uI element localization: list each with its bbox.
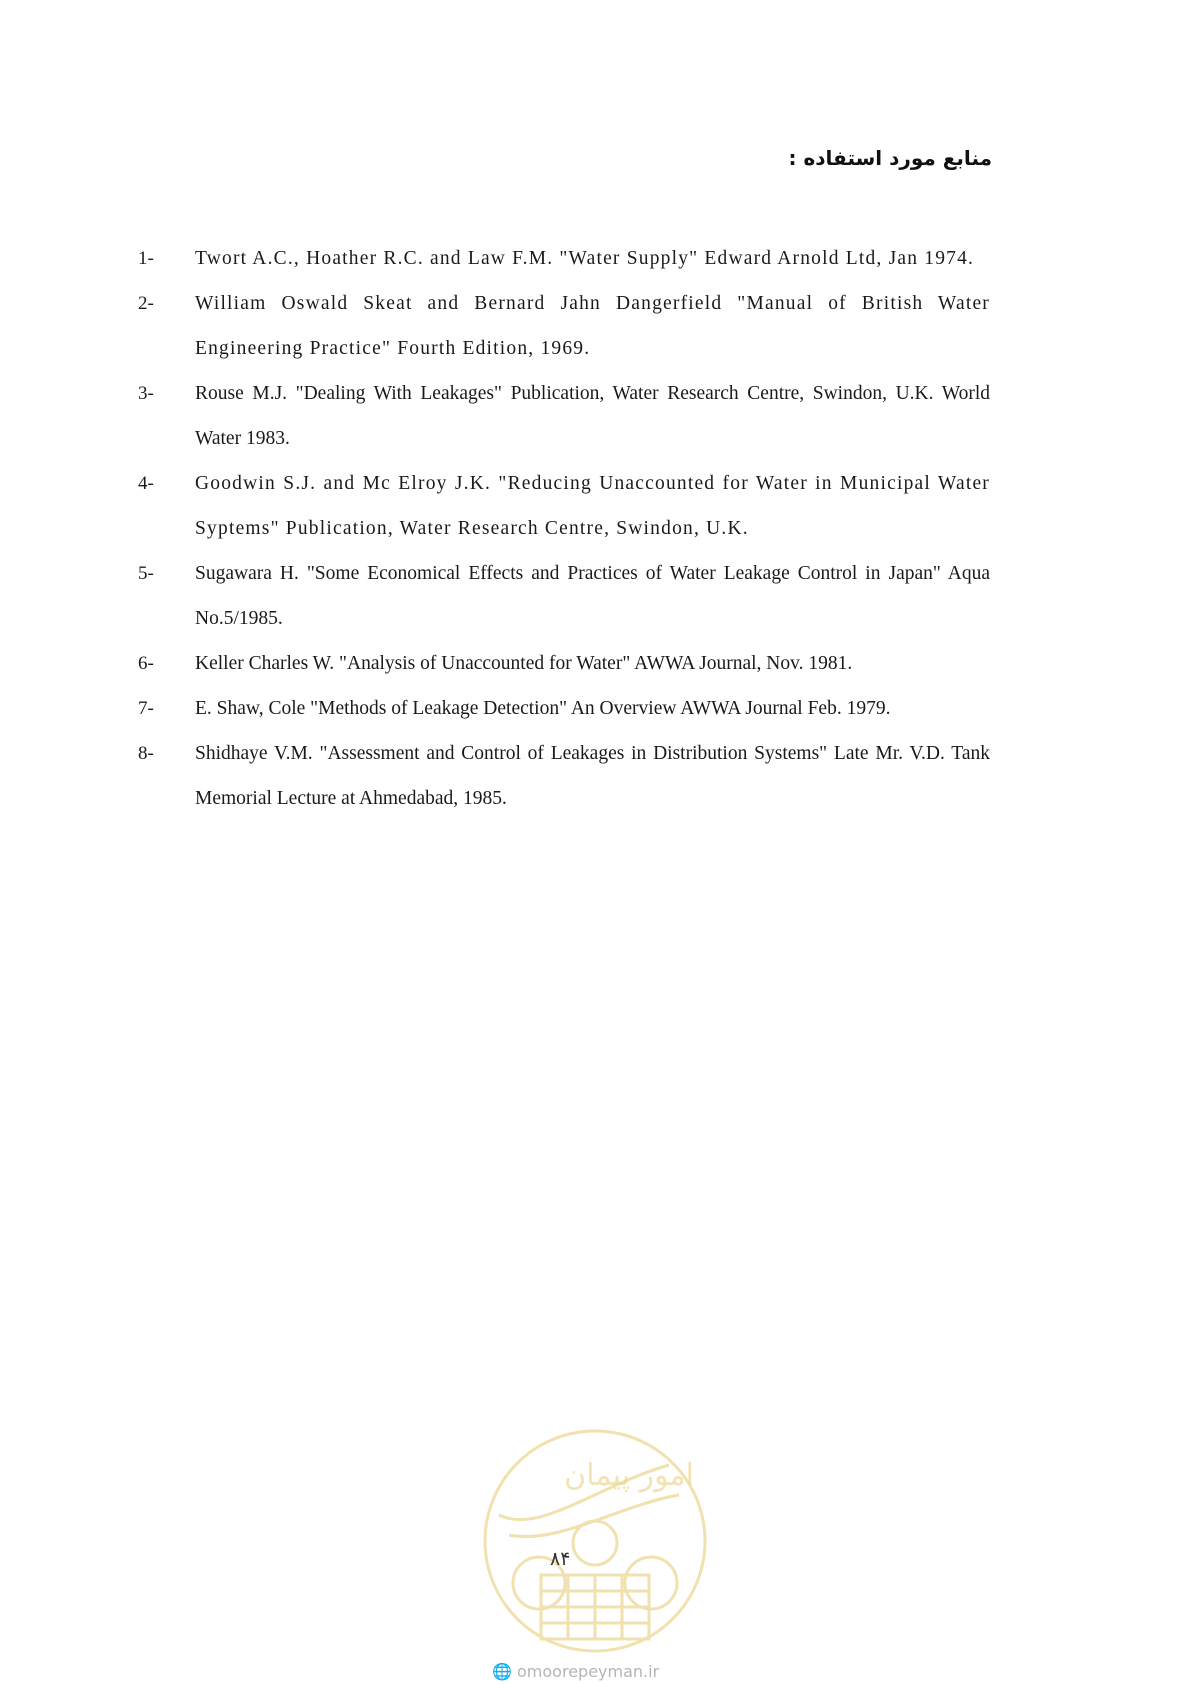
page-title: منابع مورد استفاده : xyxy=(788,146,992,170)
reference-number: 7- xyxy=(138,698,154,719)
reference-text: Twort A.C., Hoather R.C. and Law F.M. "Water Supply" Edward Arnold Ltd, Jan 1974. xyxy=(195,248,975,269)
reference-number: 5- xyxy=(138,563,154,584)
reference-number: 2- xyxy=(138,293,154,314)
watermark-logo xyxy=(479,1425,711,1657)
reference-text: E. Shaw, Cole "Methods of Leakage Detection" An Overview AWWA Journal Feb. 1979. xyxy=(195,698,891,719)
reference-list xyxy=(138,236,990,821)
reference-number: 4- xyxy=(138,473,154,494)
reference-number: 3- xyxy=(138,383,154,404)
watermark-logo-text: امور پیمان xyxy=(564,1458,694,1493)
reference-item xyxy=(138,461,990,551)
reference-number: 6- xyxy=(138,653,154,674)
reference-item xyxy=(138,236,990,281)
reference-text: William Oswald Skeat and Bernard Jahn Dangerfield "Manual of British Water Engineering Practice" Fourth Edition, 1969. xyxy=(195,293,990,359)
reference-item xyxy=(138,641,990,686)
reference-number: 8- xyxy=(138,743,154,764)
reference-text: Goodwin S.J. and Mc Elroy J.K. "Reducing Unaccounted for Water in Municipal Water Syptems" Publication, Water Research Centre, Swindon, U.K. xyxy=(195,473,990,539)
reference-item xyxy=(138,371,990,461)
globe-icon: 🌐 xyxy=(492,1662,512,1681)
page-number: ۸۴ xyxy=(550,1548,571,1570)
reference-item xyxy=(138,551,990,641)
watermark-site xyxy=(492,1662,659,1681)
reference-text: Shidhaye V.M. "Assessment and Control of Leakages in Distribution Systems" Late Mr. V.D. Tank Memorial Lecture at Ahmedabad, 1985. xyxy=(195,743,990,809)
reference-item xyxy=(138,686,990,731)
reference-item xyxy=(138,281,990,371)
watermark-site-text: omoorepeyman.ir xyxy=(517,1662,660,1681)
reference-number: 1- xyxy=(138,248,154,269)
reference-text: Keller Charles W. "Analysis of Unaccounted for Water" AWWA Journal, Nov. 1981. xyxy=(195,653,853,674)
reference-item xyxy=(138,731,990,821)
reference-text: Sugawara H. "Some Economical Effects and Practices of Water Leakage Control in Japan" Aqua No.5/1985. xyxy=(195,563,990,629)
reference-text: Rouse M.J. "Dealing With Leakages" Publication, Water Research Centre, Swindon, U.K. World Water 1983. xyxy=(195,383,990,449)
